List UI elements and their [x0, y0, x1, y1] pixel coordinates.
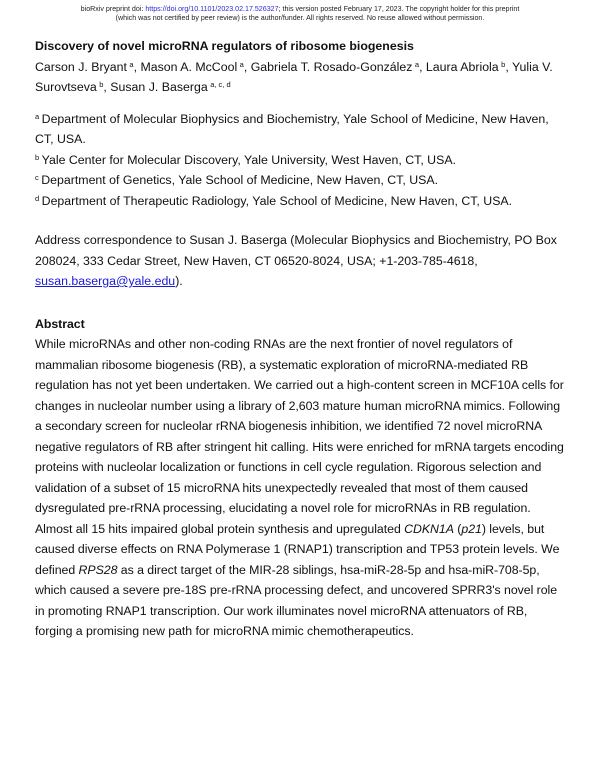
author-name: Gabriela T. Rosado-González: [250, 59, 413, 74]
affiliation-mark: c: [35, 173, 39, 182]
author-separator: ,: [243, 59, 251, 74]
preprint-banner: [0, 5, 600, 23]
author-affiliation-mark: a, c, d: [210, 80, 231, 89]
abstract-text: (: [453, 521, 462, 536]
author-name: Laura Abriola: [425, 59, 499, 74]
abstract-text: ) levels, but caused diverse effects on RNA Polymerase 1 (RNAP1) transcription and TP53 protein levels. We defined: [35, 521, 560, 577]
email-link[interactable]: susan.baserga@yale.edu: [35, 274, 176, 288]
author-separator: ,: [505, 59, 512, 74]
affiliation-item: [35, 109, 565, 150]
author-separator: ,: [419, 59, 426, 74]
abstract-text: While microRNAs and other non-coding RNAs are the next frontier of novel regulators of mammalian ribosome biogenesis (RB), a systematic exploration of microRNA-mediated RB regulation has not yet been undertaken. We carried out a high-content screen in MCF10A cells for changes in nucleolar number using a library of 2,603 mature human microRNA mimics. Following a secondary screen for nucleolar rRNA biogenesis inhibition, we identified 72 novel microRNA negative regulators of RB after stringent hit calling. Hits were enriched for mRNA targets encoding proteins with nucleolar localization or functions in cell cycle regulation. Rigorous selection and validation of a subset of 15 microRNA hits unexpectedly revealed that most of them caused dysregulated pre-rRNA processing, elucidating a novel role for microRNAs in RB regulation. Almost all 15 hits impaired global protein synthesis and upregulated: [35, 337, 564, 536]
gene-name: RPS28: [78, 562, 118, 577]
affiliation-mark: b: [35, 152, 40, 162]
author-affiliation-mark: a: [129, 59, 134, 69]
gene-name: CDKN1A: [404, 521, 454, 536]
abstract-body: [35, 334, 565, 642]
gene-name: p21: [461, 521, 482, 536]
affiliation-text: Department of Therapeutic Radiology, Yale School of Medicine, New Haven, CT, USA.: [41, 193, 513, 208]
paper-page: [35, 36, 565, 642]
abstract-section: [35, 314, 565, 642]
affiliation-mark: a: [35, 111, 40, 121]
abstract-heading: Abstract: [35, 316, 85, 331]
correspondence-address: [35, 230, 565, 292]
author-name: Susan J. Baserga: [110, 80, 208, 94]
author-list: [35, 57, 565, 98]
author-name: Yulia V. Surovtseva: [35, 59, 553, 94]
abstract-text: as a direct target of the MIR-28 siblings, hsa-miR-28-5p and hsa-miR-708-5p, which caused a severe pre-18S pre-rRNA processing defect, and uncovered SPRR3's novel role in promoting RNAP1 transcription. Our work illuminates novel microRNA attenuators of RB, forging a promising new path for microRNA mimic chemotherapeutics.: [35, 562, 558, 638]
author-affiliation-mark: a: [414, 59, 420, 69]
paper-title: Discovery of novel microRNA regulators of ribosome biogenesis: [35, 39, 414, 53]
affiliation-text: Department of Genetics, Yale School of Medicine, New Haven, CT, USA.: [41, 173, 439, 187]
affiliation-item: [35, 191, 565, 212]
doi-link[interactable]: https://doi.org/10.1101/2023.02.17.526327: [145, 5, 279, 13]
author-name: Carson J. Bryant: [35, 59, 127, 74]
author-separator: ,: [103, 80, 111, 94]
affiliation-mark: d: [35, 193, 40, 203]
author-affiliation-mark: b: [99, 80, 104, 89]
author-affiliation-mark: a: [239, 59, 244, 69]
banner-suffix: ; this version posted February 17, 2023. The copyright holder for this preprint: [278, 5, 520, 13]
banner-prefix: bioRxiv preprint doi:: [80, 5, 146, 13]
correspondence-closing: ).: [175, 274, 183, 288]
affiliation-item: [35, 170, 565, 191]
banner-line-1: [0, 5, 600, 14]
correspondence-text: Address correspondence to Susan J. Baserga (Molecular Biophysics and Biochemistry, PO Box 208024, 333 Cedar Street, New Haven, CT 06520-8024, USA; +1-203-785-4618,: [35, 233, 557, 268]
author-affiliation-mark: b: [501, 59, 506, 69]
affiliation-text: Yale Center for Molecular Discovery, Yale University, West Haven, CT, USA.: [41, 152, 456, 167]
banner-line-2: (which was not certified by peer review) is the author/funder. All rights reserved. No reuse allowed without permission.: [115, 14, 485, 22]
affiliation-list: [35, 109, 565, 212]
author-separator: ,: [133, 59, 141, 74]
affiliation-text: Department of Molecular Biophysics and Biochemistry, Yale School of Medicine, New Haven, CT, USA.: [35, 111, 549, 146]
author-name: Mason A. McCool: [140, 59, 238, 74]
affiliation-item: [35, 150, 565, 171]
